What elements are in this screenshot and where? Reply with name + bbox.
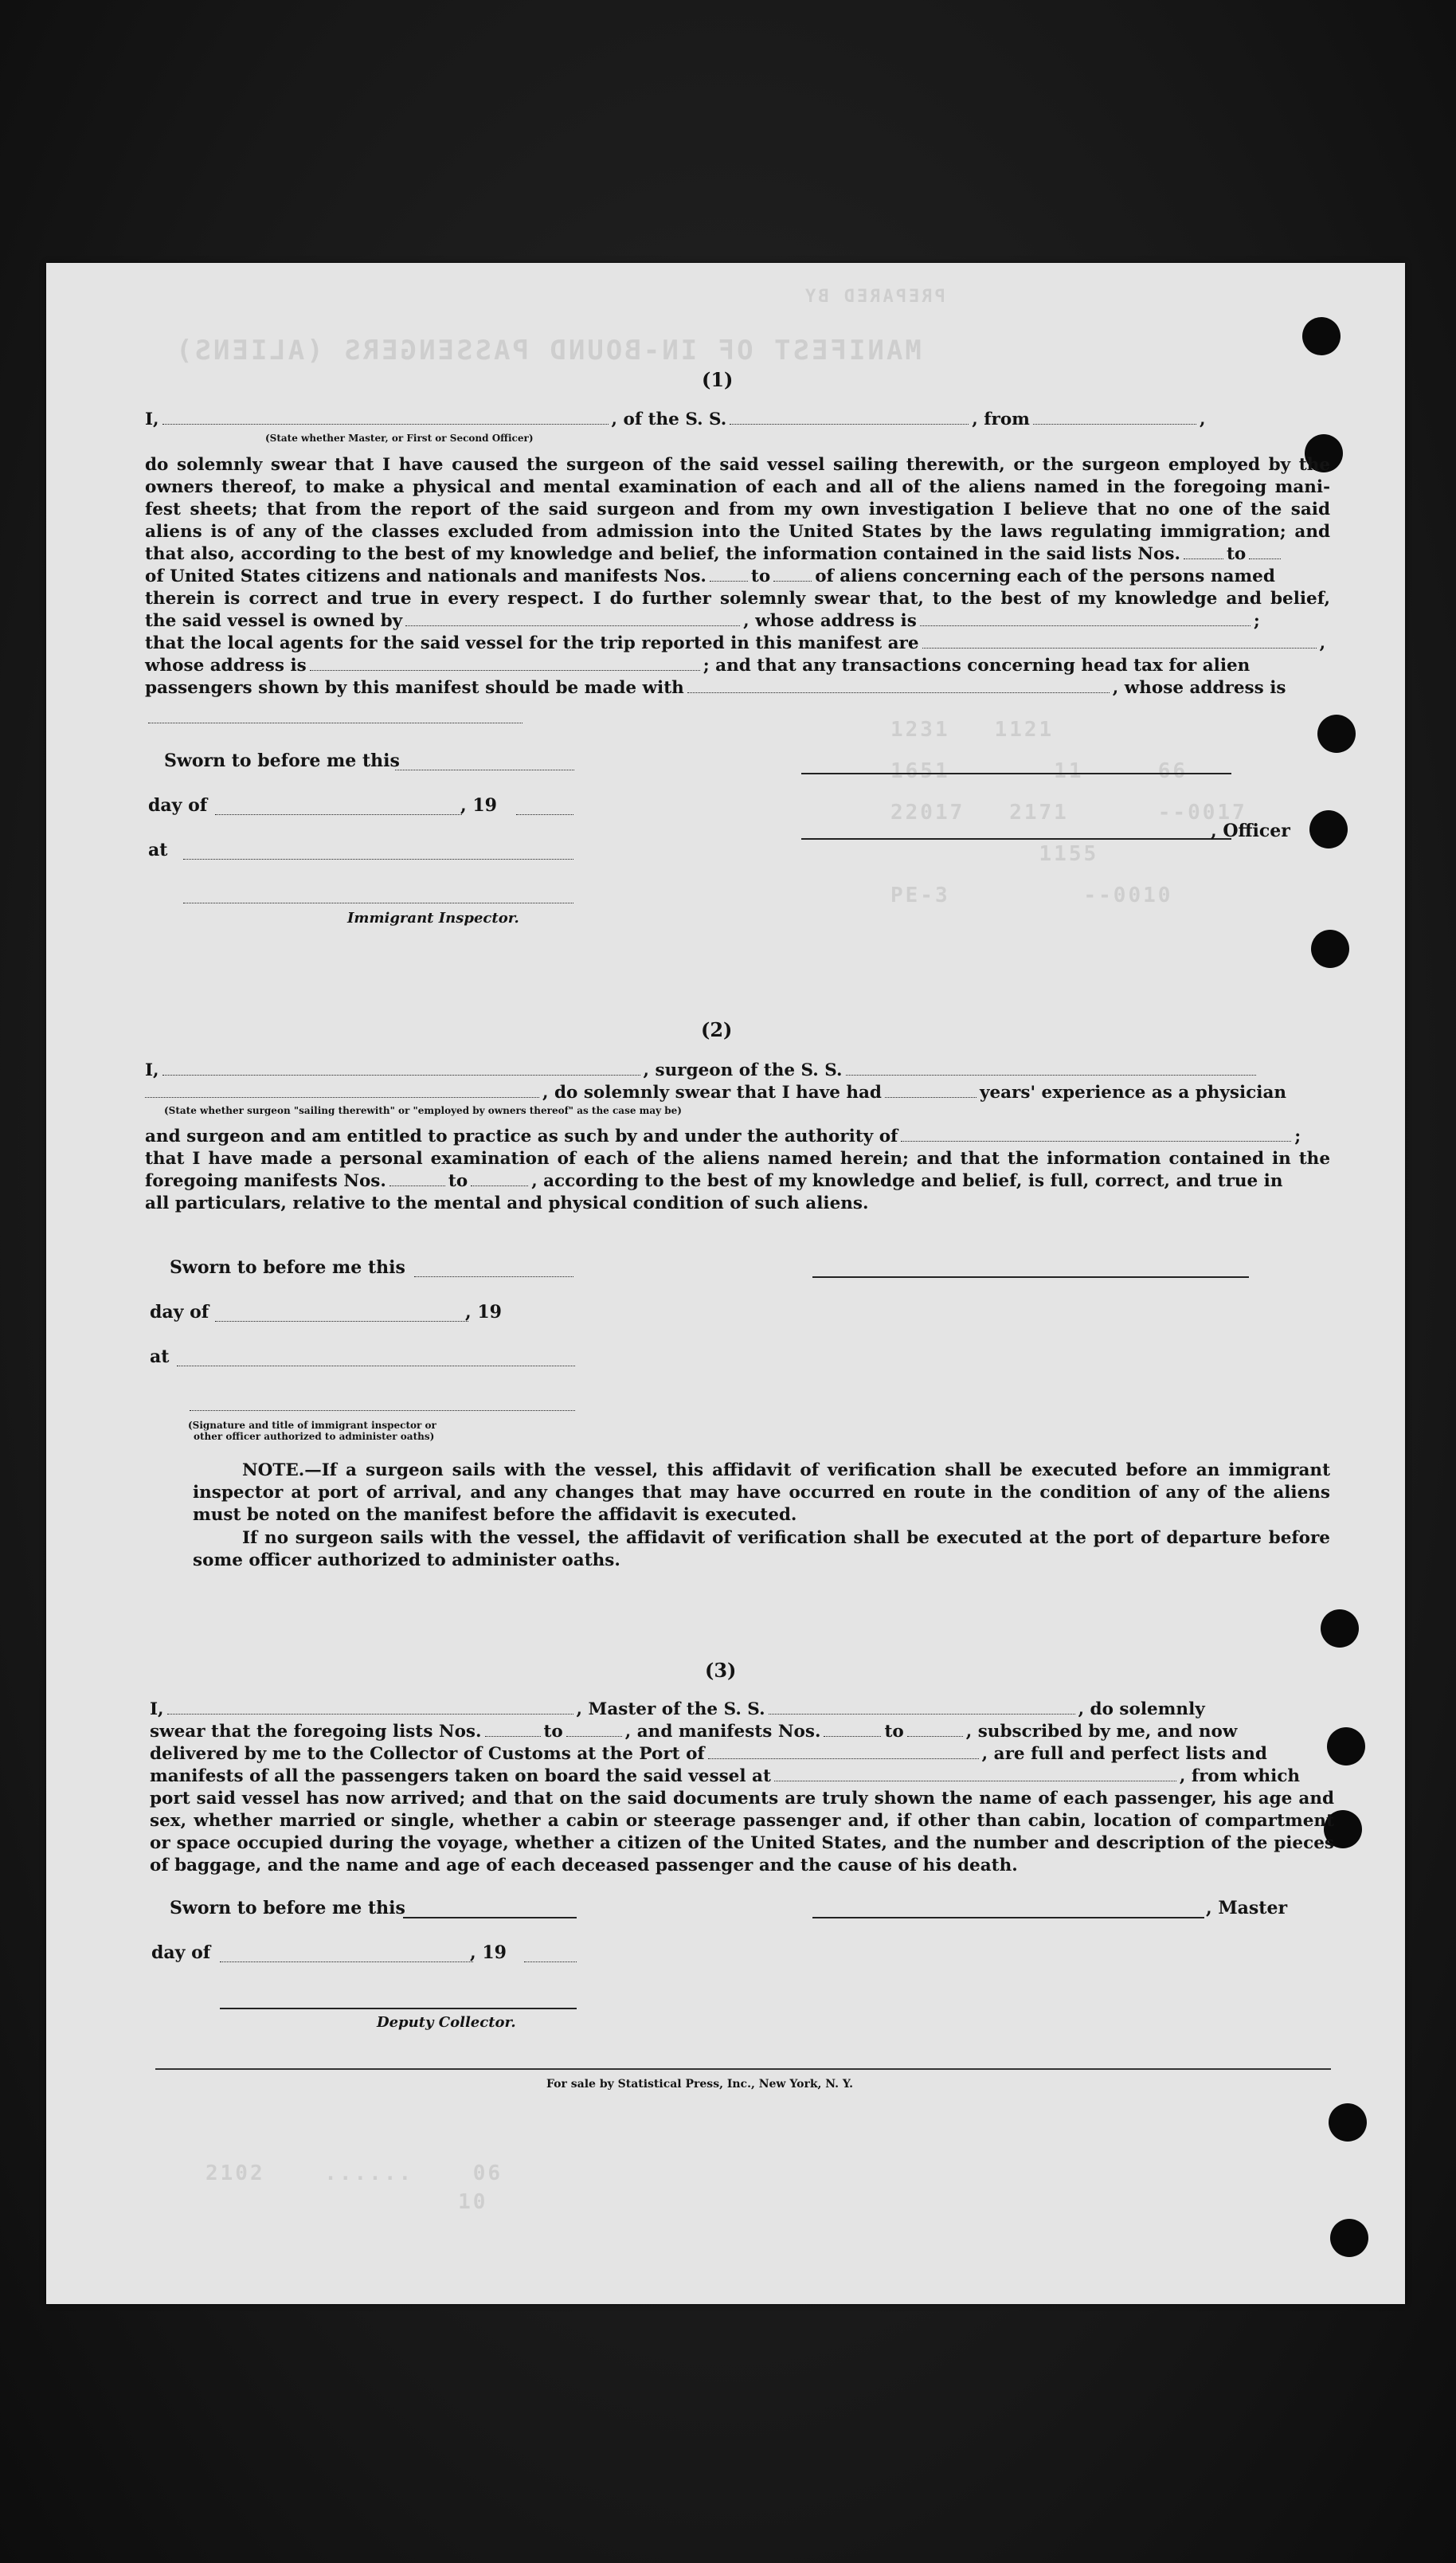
text: , of the S. S. <box>611 410 727 429</box>
section-3-line-8: of baggage, and the name and age of each deceased passenger and the cause of his death. <box>150 1856 1018 1875</box>
text: ; <box>1253 611 1260 631</box>
text: , do solemnly swear that I have had <box>542 1083 882 1103</box>
section-2-number: (2) <box>701 1018 733 1041</box>
text: , whose address is <box>743 611 917 631</box>
text: to <box>448 1171 468 1191</box>
text: I, <box>150 1699 164 1719</box>
day-of-blank-3 <box>220 1961 473 1962</box>
text: the said vessel is owned by <box>145 611 403 631</box>
bleed-through-text: 2102 ...... 06 10 <box>205 2161 503 2214</box>
officer-label: , Officer <box>1211 821 1290 841</box>
year-blank-1 <box>516 814 573 815</box>
fill-blank <box>566 1735 622 1737</box>
section-2-line-1 <box>145 1060 1330 1082</box>
text: , and manifests Nos. <box>624 1722 821 1742</box>
day-of-label-1: day of <box>148 795 208 816</box>
punch-hole <box>1302 317 1341 355</box>
fill-blank <box>471 1185 528 1186</box>
fill-blank <box>885 1096 977 1098</box>
section-1-line-11 <box>145 655 1330 677</box>
officer-signature-line <box>801 838 1231 840</box>
text: , whose address is <box>1112 678 1286 698</box>
sworn-label-2: Sworn to before me this <box>170 1257 405 1278</box>
fill-blank <box>769 1713 1075 1715</box>
section-3-line-5: port said vessel has now arrived; and that on the said documents are truly shown the name of each passenger, his age and <box>150 1789 1334 1809</box>
bleed-through-text: PREPARED BY <box>803 287 945 307</box>
year-blank-3 <box>524 1961 577 1962</box>
deputy-signature-line <box>220 2008 577 2009</box>
day-of-label-2: day of <box>150 1302 209 1323</box>
text: , according to the best of my knowledge and belief, is full, correct, and true in <box>531 1171 1283 1191</box>
section-2-line-3 <box>145 1126 1330 1148</box>
section-1-line-5: aliens is of any of the classes excluded from admission into the United States by the laws regulating immigration; and <box>145 522 1330 542</box>
fill-blank <box>1033 423 1196 425</box>
text: , from <box>972 410 1030 429</box>
text: manifests of all the passengers taken on board the said vessel at <box>150 1766 771 1786</box>
section-1-line-8: therein is correct and true in every respect. I do further solemnly swear that, to the best of my knowledge and belief, <box>145 589 1330 609</box>
text: , are full and perfect lists and <box>981 1744 1267 1764</box>
section-1-line-1 <box>145 409 1330 431</box>
fill-blank <box>405 625 740 626</box>
section-2-line-6: all particulars, relative to the mental and physical condition of such aliens. <box>145 1193 869 1213</box>
section-1-number: (1) <box>702 368 734 391</box>
fill-blank <box>773 580 812 582</box>
section-1-line-7 <box>145 566 1330 588</box>
at-label-2: at <box>150 1346 170 1367</box>
section-1-line-12 <box>145 677 1330 700</box>
note-paragraph-1: NOTE.—If a surgeon sails with the vessel, this affidavit of verification shall be executed before an immigrant inspector at port of arrival, and any changes that may have occurred en route in the condition of any of the aliens must be noted on the manifest before the affidavit is executed. <box>193 1460 1330 1525</box>
master-label: , Master <box>1206 1898 1288 1918</box>
fill-blank <box>710 580 748 582</box>
punch-hole <box>1317 715 1356 753</box>
punch-hole <box>1330 2219 1368 2257</box>
inspector-signature-line-2 <box>190 1410 575 1411</box>
printer-credit: For sale by Statistical Press, Inc., New York, N. Y. <box>546 2078 853 2091</box>
text: , <box>1319 633 1326 653</box>
fill-blank <box>922 647 1317 649</box>
text: , Master of the S. S. <box>576 1699 765 1719</box>
fill-blank <box>920 625 1251 626</box>
surgeon-type-hint: (State whether surgeon "sailing therewith" or "employed by owners thereof" as the case may be) <box>164 1105 682 1116</box>
fill-blank <box>162 1074 640 1076</box>
fill-blank <box>901 1140 1291 1142</box>
text: that also, according to the best of my knowledge and belief, the information contained in the said lists Nos. <box>145 544 1180 564</box>
section-1-line-3: owners thereof, to make a physical and mental examination of each and all of the aliens named in the foregoing mani- <box>145 477 1330 497</box>
signature-hint-1: (Signature and title of immigrant inspector or <box>188 1420 436 1431</box>
punch-hole <box>1329 2103 1367 2142</box>
year-label-1: , 19 <box>460 795 497 816</box>
text: to <box>884 1722 904 1742</box>
text: I, <box>145 410 159 429</box>
section-3-line-2 <box>150 1721 1334 1743</box>
section-2-line-2 <box>145 1082 1330 1104</box>
at-blank-1 <box>183 859 573 860</box>
day-of-blank-2 <box>215 1321 468 1322</box>
text: foregoing manifests Nos. <box>145 1171 386 1191</box>
sworn-date-blank-3 <box>403 1917 577 1918</box>
fill-blank <box>167 1713 573 1715</box>
immigrant-inspector-label: Immigrant Inspector. <box>347 910 519 927</box>
text: ; <box>1294 1127 1301 1146</box>
punch-hole <box>1321 1609 1359 1648</box>
text: ; and that any transactions concerning head tax for alien <box>703 656 1251 676</box>
section-3-line-4 <box>150 1765 1334 1788</box>
sworn-label-3: Sworn to before me this <box>170 1898 405 1918</box>
fill-blank <box>1184 558 1223 559</box>
section-1-line-9 <box>145 610 1330 633</box>
text: years' experience as a physician <box>979 1083 1287 1103</box>
text: of aliens concerning each of the persons named <box>815 566 1275 586</box>
text: to <box>543 1722 563 1742</box>
text: swear that the foregoing lists Nos. <box>150 1722 482 1742</box>
fill-blank <box>824 1735 881 1737</box>
at-label-1: at <box>148 840 168 860</box>
section-2-line-5 <box>145 1170 1330 1193</box>
bleed-through-text: 1231 1121 1651 11 66 22017 2171 --0017 1155 PE-3 --0010 <box>890 718 1247 907</box>
text: passengers shown by this manifest should be made with <box>145 678 684 698</box>
text: , surgeon of the S. S. <box>643 1060 843 1080</box>
punch-hole <box>1309 810 1348 848</box>
text: , from which <box>1179 1766 1301 1786</box>
sworn-label-1: Sworn to before me this <box>164 750 400 771</box>
section-1-line-2: do solemnly swear that I have caused the surgeon of the said vessel sailing therewith, or the surgeon employed by the <box>145 455 1330 475</box>
signature-hint-2: other officer authorized to administer oaths) <box>194 1431 435 1442</box>
text: I, <box>145 1060 159 1080</box>
master-signature-line <box>812 1917 1204 1918</box>
text: delivered by me to the Collector of Customs at the Port of <box>150 1744 705 1764</box>
section-3-line-3 <box>150 1743 1334 1765</box>
fill-blank <box>145 1096 539 1098</box>
fill-blank <box>310 669 700 671</box>
fill-blank <box>389 1185 445 1186</box>
section-1-line-6 <box>145 543 1330 566</box>
bleed-through-text: MANIFEST OF IN-BOUND PASSENGERS (ALIENS) <box>174 335 922 366</box>
year-label-2: , 19 <box>465 1302 502 1323</box>
text: to <box>1226 544 1247 564</box>
text: , <box>1199 410 1206 429</box>
section-3-line-7: or space occupied during the voyage, whether a citizen of the United States, and the number and description of the pieces <box>150 1833 1334 1853</box>
text: to <box>750 566 771 586</box>
day-of-label-3: day of <box>151 1942 211 1963</box>
text: whose address is <box>145 656 307 676</box>
section-3-line-1 <box>150 1699 1334 1721</box>
text: that the local agents for the said vessel for the trip reported in this manifest are <box>145 633 919 653</box>
fill-blank <box>730 423 969 425</box>
fill-blank <box>907 1735 963 1737</box>
section-1-line-4: fest sheets; that from the report of the said surgeon and from my own investigation I believe that no one of the said <box>145 500 1330 519</box>
fill-blank <box>162 423 609 425</box>
year-label-3: , 19 <box>470 1942 507 1963</box>
fill-blank <box>846 1074 1256 1076</box>
officer-type-hint: (State whether Master, or First or Second Officer) <box>265 433 534 444</box>
fill-blank <box>708 1758 979 1759</box>
text: , do solemnly <box>1078 1699 1205 1719</box>
deputy-collector-label: Deputy Collector. <box>377 2014 516 2031</box>
surgeon-signature-line <box>812 1276 1249 1278</box>
section-1-line-10 <box>145 633 1330 655</box>
manifest-affidavit-page <box>46 263 1405 2304</box>
text: of United States citizens and nationals and manifests Nos. <box>145 566 706 586</box>
fill-blank <box>1249 558 1281 559</box>
section-3-line-6: sex, whether married or single, whether a cabin or steerage passenger and, if other than cabin, location of compartment <box>150 1811 1334 1831</box>
text: , subscribed by me, and now <box>965 1722 1238 1742</box>
note-paragraph-2: If no surgeon sails with the vessel, the affidavit of verification shall be executed at the port of departure before some officer authorized to administer oaths. <box>193 1528 1330 1570</box>
day-of-blank-1 <box>215 814 462 815</box>
sworn-date-blank-2 <box>414 1276 573 1277</box>
section-2-line-4: that I have made a personal examination of each of the aliens named herein; and that the information contained in the <box>145 1149 1330 1169</box>
fill-blank <box>774 1780 1176 1781</box>
officer-signature-line-top <box>801 773 1231 774</box>
footer-rule <box>155 2068 1331 2070</box>
section-3-number: (3) <box>705 1659 737 1682</box>
punch-hole <box>1311 930 1349 968</box>
text: and surgeon and am entitled to practice as such by and under the authority of <box>145 1127 898 1146</box>
fill-blank <box>687 692 1110 693</box>
fill-blank <box>485 1735 541 1737</box>
